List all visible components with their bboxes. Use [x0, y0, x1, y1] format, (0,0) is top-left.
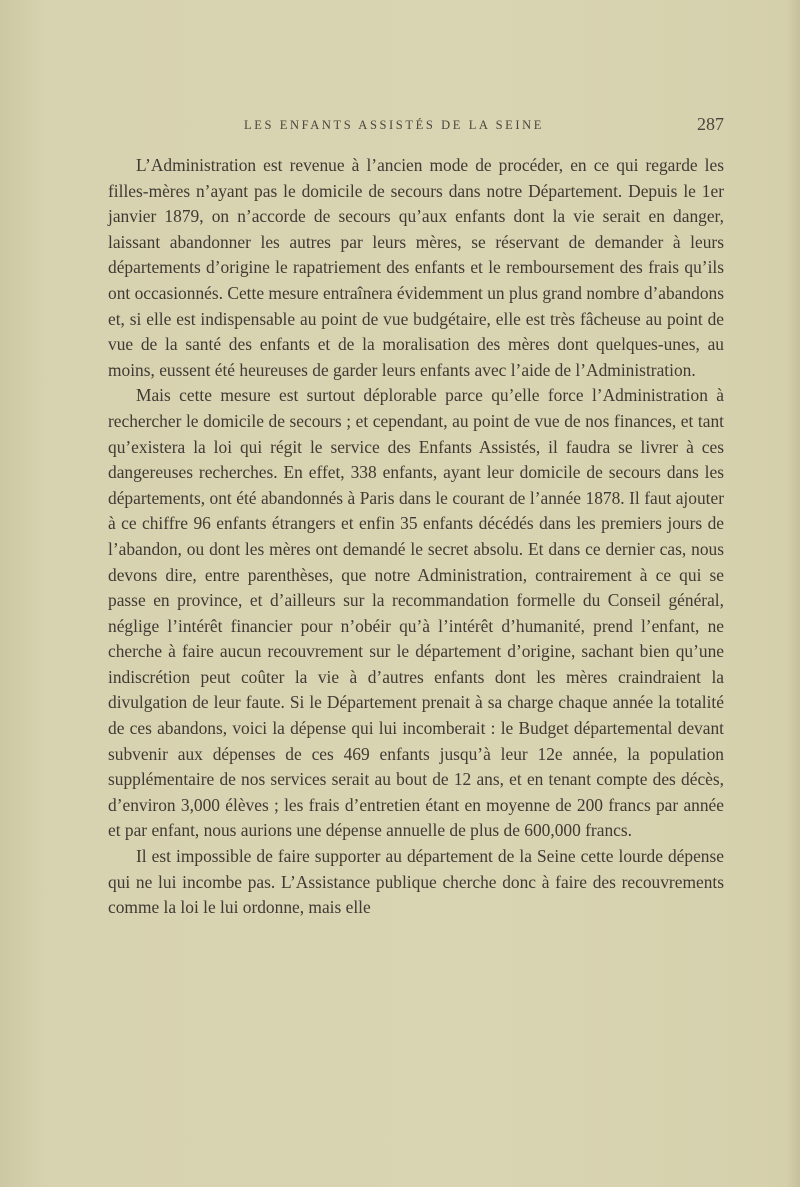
paragraph-2: Mais cette mesure est surtout déplorable parce qu’elle force l’Administration à rechercher le domicile de secours ; et cependant, au point de vue de nos finances, et tant qu’existera la loi qui régit le service des Enfants Assistés, il faudra se livrer à ces dangereuses recherches. En effet, 338 enfants, ayant leur domicile de secours dans les départements, ont été abandonnés à Paris dans le courant de l’année 1878. Il faut ajouter à ce chiffre 96 enfants étrangers et enfin 35 enfants décédés dans les premiers jours de l’abandon, ou dont les mères ont demandé le secret absolu. Et dans ce dernier cas, nous devons dire, entre parenthèses, que notre Administration, contrairement à ce qui se passe en province, et d’ailleurs sur la recommandation formelle du Conseil général, néglige l’intérêt financier pour n’obéir qu’à l’intérêt d’humanité, prend l’enfant, ne cherche à faire aucun recouvrement sur le département d’origine, sachant bien qu’une indiscrétion peut coûter la vie à d’autres enfants dont les mères craindraient la divulgation de leur faute. Si le Département prenait à sa charge chaque année la totalité de ces abandons, voici la dépense qui lui incomberait : le Budget départemental devant subvenir aux dépenses de ces 469 enfants jusqu’à leur 12e année, la population supplémentaire de nos services serait au bout de 12 ans, et en tenant compte des décès, d’environ 3,000 élèves ; les frais d’entretien étant en moyenne de 200 francs par année et par enfant, nous aurions une dépense annuelle de plus de 600,000 francs.	[108, 385, 724, 841]
body-text	[108, 153, 724, 921]
paragraph-3: Il est impossible de faire supporter au département de la Seine cette lourde dépense qui ne lui incombe pas. L’Assistance publique cherche donc à faire des recouvrements comme la loi le lui ordonne, mais elle	[108, 846, 724, 918]
paragraph-1: L’Administration est revenue à l’ancien mode de procéder, en ce qui regarde les filles-mères n’ayant pas le domicile de secours dans notre Département. Depuis le 1er janvier 1879, on n’accorde de secours qu’aux enfants dont la vie serait en danger, laissant abandonner les autres par leurs mères, se réservant de demander à leurs départements d’origine le rapatriement des enfants et le remboursement des frais qu’ils ont occasionnés. Cette mesure entraînera évidemment un plus grand nombre d’abandons et, si elle est indispensable au point de vue budgétaire, elle est très fâcheuse au point de vue de la santé des enfants et de la moralisation des mères dont quelques-unes, au moins, eussent été heureuses de garder leurs enfants avec l’aide de l’Administration.	[108, 155, 724, 380]
page-number: 287	[697, 114, 724, 134]
page-header	[108, 114, 724, 138]
running-title: LES ENFANTS ASSISTÉS DE LA SEINE	[244, 118, 545, 132]
page-edge-shadow	[786, 0, 800, 1187]
